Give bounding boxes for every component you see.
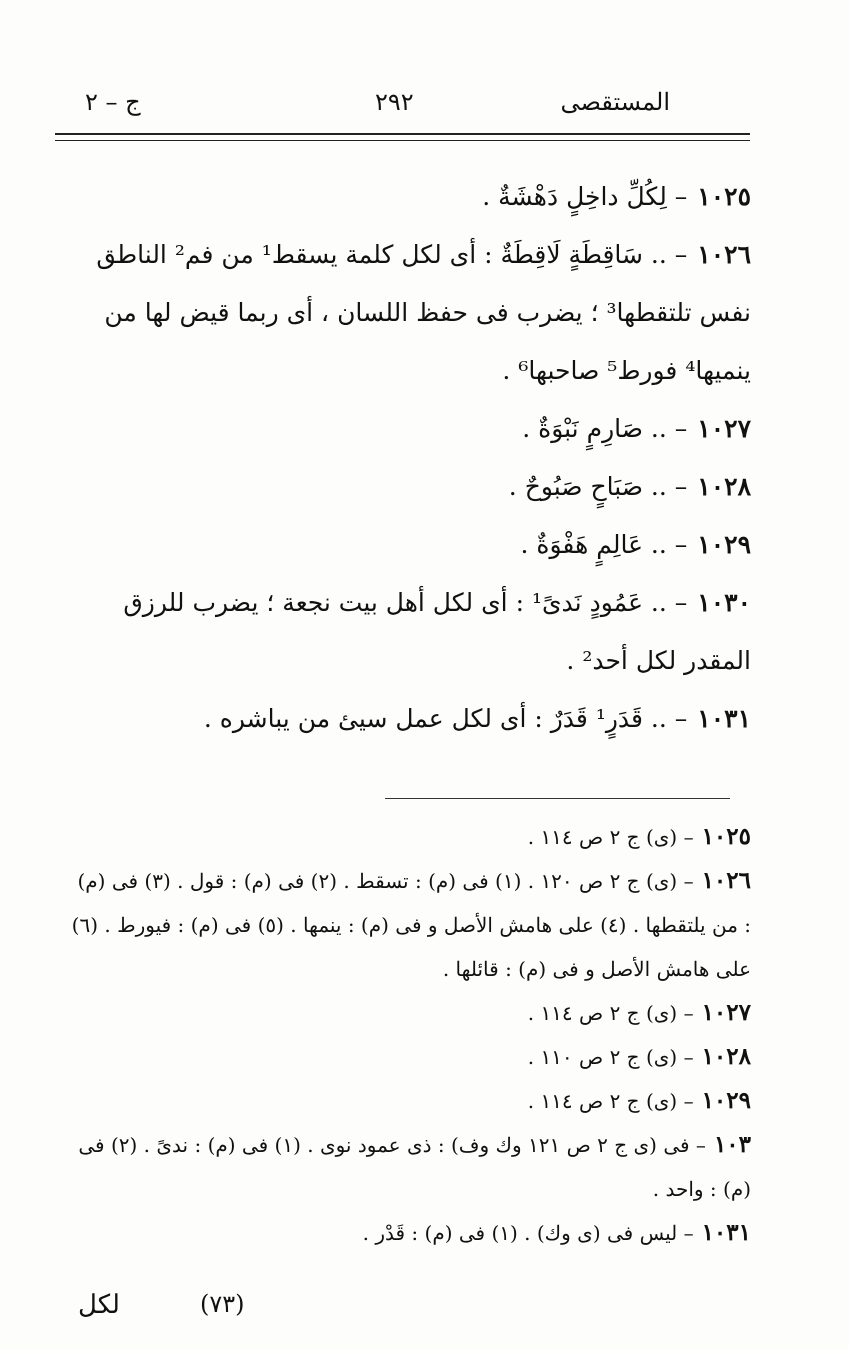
footnote-number: ١٠٣	[713, 1131, 751, 1158]
footnote-item	[71, 991, 751, 1035]
catchword: لكل	[78, 1290, 120, 1320]
volume-label: ج – ٢	[85, 88, 141, 116]
entry-number: ١٠٢٨	[697, 472, 751, 501]
footnote-number: ١٠٢٩	[701, 1087, 751, 1114]
footnote-item	[71, 859, 751, 991]
footnote-number: ١٠٢٥	[701, 823, 751, 850]
proverb-entry	[86, 516, 751, 574]
proverb-entry	[86, 226, 751, 400]
entry-text: – .. قَدَرٍ¹ قَدَرٌ : أى لكل عمل سيئ من يباشره .	[203, 704, 688, 733]
footnote-item	[71, 1123, 751, 1211]
footnote-text: – فى (ى ج ٢ ص ١٢١ وك وف) : ذى عمود نوى . (١) فى (م) : ندىً . (٢) فى (م) : واحد .	[78, 1133, 751, 1201]
entry-text: – .. عَمُودٍ نَدىً¹ : أى لكل أهل بيت نجعة ؛ يضرب للرزق المقدر لكل أحد² .	[123, 588, 751, 675]
entry-number: ١٠٢٥	[697, 182, 751, 211]
entry-number: ١٠٣١	[697, 704, 751, 733]
entry-number: ١٠٢٧	[697, 414, 751, 443]
footnote-item	[71, 1079, 751, 1123]
footnote-text: – (ى) ج ٢ ص ١٢٠ . (١) فى (م) : تسقط . (٢) فى (م) : قول . (٣) فى (م) : من يلتقطها . (٤) على هامش الأصل و فى (م) : ينمها . (٥) فى (م) : فيورط . (٦) على هامش الأصل و فى (م) : قائلها .	[71, 869, 751, 981]
entry-text: – .. سَاقِطَةٍ لَاقِطَةٌ : أى لكل كلمة يسقط¹ من فم² الناطق نفس تلتقطها³ ؛ يضرب فى حفظ اللسان ، أى ربما قيض لها من ينميها⁴ فورط⁵ صاحبها⁶ .	[96, 240, 751, 385]
footnote-text: – (ى) ج ٢ ص ١١٤ .	[527, 825, 694, 849]
entry-number: ١٠٢٦	[697, 240, 751, 269]
page-number: ٢٩٢	[375, 88, 414, 116]
footnote-item	[71, 815, 751, 859]
entry-text: – .. صَبَاحٍ صَبُوحٌ .	[508, 472, 688, 501]
footnote-text: – (ى) ج ٢ ص ١١٤ .	[527, 1001, 694, 1025]
footnote-text: – (ى) ج ٢ ص ١١٠ .	[527, 1045, 694, 1069]
entry-number: ١٠٣٠	[697, 588, 751, 617]
proverb-entry	[86, 574, 751, 690]
signature-mark: (٧٣)	[200, 1290, 245, 1318]
proverb-entry	[86, 168, 751, 226]
footnote-number: ١٠٣١	[701, 1219, 751, 1246]
proverb-entry	[86, 400, 751, 458]
proverb-entry	[86, 458, 751, 516]
footnote-item	[71, 1035, 751, 1079]
main-text	[86, 168, 751, 748]
proverb-entry	[86, 690, 751, 748]
entry-text: – .. عَالِمٍ هَفْوَةٌ .	[520, 530, 688, 559]
footnote-text: – ليس فى (ى وك) . (١) فى (م) : قَدْر .	[362, 1221, 694, 1245]
header-rule-thin	[55, 140, 750, 141]
entry-number: ١٠٢٩	[697, 530, 751, 559]
footnote-number: ١٠٢٦	[701, 867, 751, 894]
footnote-item	[71, 1211, 751, 1255]
entry-text: – لِكُلِّ داخِلٍ دَهْشَةٌ .	[482, 182, 688, 211]
footnotes	[71, 815, 751, 1255]
footnote-number: ١٠٢٧	[701, 999, 751, 1026]
book-title: المستقصى	[560, 88, 670, 116]
footnote-separator	[385, 798, 730, 799]
entry-text: – .. صَارِمٍ نَبْوَةٌ .	[522, 414, 688, 443]
footnote-number: ١٠٢٨	[701, 1043, 751, 1070]
header-rule-thick	[55, 133, 750, 135]
footnote-text: – (ى) ج ٢ ص ١١٤ .	[527, 1089, 694, 1113]
running-header	[60, 88, 750, 128]
